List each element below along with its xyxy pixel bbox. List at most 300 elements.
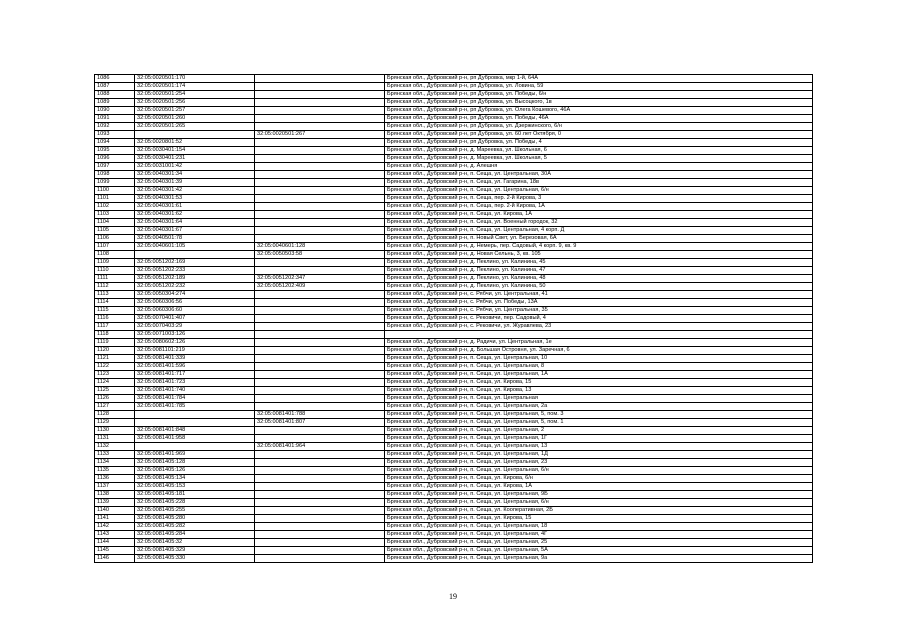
table-row <box>95 427 813 435</box>
cadastral-number-cell: 32:05:0030401:154 <box>135 147 255 155</box>
address-cell: Брянская обл., Дубровский р-н, д. Пеклино, ул. Калинина, 50 <box>385 283 813 291</box>
address-cell: Брянская обл., Дубровский р-н, п. Сещa, ул. Военный городок, 32 <box>385 219 813 227</box>
cadastral-number-cell: 32:05:0040601:105 <box>135 243 255 251</box>
address-cell: Брянская обл., Дубровский р-н, п. Сещa, пер. 2-й Кирова, 1А <box>385 203 813 211</box>
cadastral-number-cell: 32:05:0020501:170 <box>135 75 255 83</box>
cadastral-number-cell: 32:05:0051202:169 <box>135 259 255 267</box>
table-row <box>95 75 813 83</box>
table-row <box>95 403 813 411</box>
related-cadastral-number-cell: 32:05:0081401:964 <box>255 443 385 451</box>
related-cadastral-number-cell <box>255 395 385 403</box>
cadastral-number-cell: 32:05:0081401:723 <box>135 379 255 387</box>
address-cell: Брянская обл., Дубровский р-н, рп Дубровка, ул. 60 лет Октября, 0 <box>385 131 813 139</box>
row-number-cell: 1120 <box>95 347 135 355</box>
cadastral-number-cell: 32:05:0020501:265 <box>135 123 255 131</box>
table-row <box>95 163 813 171</box>
address-cell: Брянская обл., Дубровский р-н, п. Сещa, ул. Центральная, 9Б <box>385 491 813 499</box>
address-cell: Брянская обл., Дубровский р-н, п. Сещa, ул. Центральная, 2 <box>385 427 813 435</box>
cadastral-table <box>94 74 813 563</box>
related-cadastral-number-cell: 32:05:0040601:128 <box>255 243 385 251</box>
related-cadastral-number-cell <box>255 107 385 115</box>
address-cell: Брянская обл., Дубровский р-н, п. Сещa, ул. Центральная, 10 <box>385 355 813 363</box>
related-cadastral-number-cell <box>255 427 385 435</box>
related-cadastral-number-cell <box>255 315 385 323</box>
table-row <box>95 459 813 467</box>
cadastral-number-cell: 32:05:0020501:254 <box>135 91 255 99</box>
related-cadastral-number-cell: 32:05:0051202:347 <box>255 275 385 283</box>
table-row <box>95 491 813 499</box>
table-row <box>95 355 813 363</box>
address-cell: Брянская обл., Дубровский р-н, п. Сещa, ул. Центральная, 1Д <box>385 451 813 459</box>
table-row <box>95 387 813 395</box>
address-cell: Брянская обл., Дубровский р-н, п. Сещa, ул. Центральная, 30А <box>385 171 813 179</box>
cadastral-number-cell: 32:05:0040301:53 <box>135 195 255 203</box>
cadastral-number-cell: 32:05:0081405:329 <box>135 547 255 555</box>
cadastral-number-cell: 32:05:0081401:784 <box>135 395 255 403</box>
related-cadastral-number-cell <box>255 155 385 163</box>
row-number-cell: 1142 <box>95 523 135 531</box>
cadastral-number-cell: 32:05:0081401:596 <box>135 363 255 371</box>
cadastral-number-cell: 32:05:0081405:330 <box>135 555 255 563</box>
row-number-cell: 1138 <box>95 491 135 499</box>
cadastral-number-cell: 32:05:0040501:78 <box>135 235 255 243</box>
row-number-cell: 1143 <box>95 531 135 539</box>
cadastral-number-cell: 32:05:0081405:32 <box>135 539 255 547</box>
cadastral-number-cell: 32:05:0051202:189 <box>135 275 255 283</box>
address-cell: Брянская обл., Дубровский р-н, п. Сещa, ул. Центральная <box>385 395 813 403</box>
table-row <box>95 515 813 523</box>
cadastral-number-cell: 32:05:0051202:232 <box>135 283 255 291</box>
row-number-cell: 1122 <box>95 363 135 371</box>
table-row <box>95 339 813 347</box>
cadastral-number-cell: 32:05:0081405:280 <box>135 515 255 523</box>
cadastral-number-cell: 32:05:0020801:52 <box>135 139 255 147</box>
related-cadastral-number-cell <box>255 531 385 539</box>
related-cadastral-number-cell <box>255 91 385 99</box>
related-cadastral-number-cell <box>255 483 385 491</box>
table-row <box>95 555 813 563</box>
table-row <box>95 83 813 91</box>
row-number-cell: 1114 <box>95 299 135 307</box>
table-row <box>95 443 813 451</box>
address-cell: Брянская обл., Дубровский р-н, п. Сещa, ул. Кирова, 1А <box>385 211 813 219</box>
cadastral-number-cell: 32:05:0040301:62 <box>135 211 255 219</box>
related-cadastral-number-cell: 32:05:0081401:788 <box>255 411 385 419</box>
table-row <box>95 187 813 195</box>
cadastral-number-cell: 32:05:0050304:274 <box>135 291 255 299</box>
address-cell: Брянская обл., Дубровский р-н, п. Сещa, ул. Центральная, 6/н <box>385 187 813 195</box>
related-cadastral-number-cell <box>255 459 385 467</box>
cadastral-number-cell <box>135 411 255 419</box>
table-row <box>95 347 813 355</box>
address-cell: Брянская обл., Дубровский р-н, п. Сещa, ул. Центральная, 23 <box>385 459 813 467</box>
cadastral-number-cell: 32:05:0081405:228 <box>135 499 255 507</box>
table-row <box>95 115 813 123</box>
address-cell: Брянская обл., Дубровский р-н, рп Дубровка, ул. Дзержинского, 6/н <box>385 123 813 131</box>
related-cadastral-number-cell <box>255 355 385 363</box>
address-cell: Брянская обл., Дубровский р-н, п. Сещa, ул. Центральная, 18 <box>385 523 813 531</box>
table-row <box>95 147 813 155</box>
row-number-cell: 1101 <box>95 195 135 203</box>
address-cell: Брянская обл., Дубровский р-н, рп Дубровка, мкр 1-й, 64А <box>385 75 813 83</box>
table-row <box>95 547 813 555</box>
address-cell: Брянская обл., Дубровский р-н, д. Пеклино, ул. Калинина, 48 <box>385 275 813 283</box>
row-number-cell: 1117 <box>95 323 135 331</box>
related-cadastral-number-cell <box>255 203 385 211</box>
table-row <box>95 91 813 99</box>
cadastral-number-cell: 32:05:0031001:42 <box>135 163 255 171</box>
cadastral-number-cell: 32:05:0081401:717 <box>135 371 255 379</box>
address-cell: Брянская обл., Дубровский р-н, с. Рековичи, ул. Журавлева, 23 <box>385 323 813 331</box>
table-row <box>95 371 813 379</box>
table-row <box>95 483 813 491</box>
address-cell: Брянская обл., Дубровский р-н, п. Сещa, пер. 2-й Кирова, 3 <box>385 195 813 203</box>
table-row <box>95 451 813 459</box>
table-row <box>95 171 813 179</box>
row-number-cell: 1118 <box>95 331 135 339</box>
related-cadastral-number-cell <box>255 163 385 171</box>
address-cell: Брянская обл., Дубровский р-н, д. Пеклино, ул. Калинина, 45 <box>385 259 813 267</box>
address-cell: Брянская обл., Дубровский р-н, п. Сещa, ул. Центральная, 2а <box>385 403 813 411</box>
related-cadastral-number-cell <box>255 515 385 523</box>
table-row <box>95 531 813 539</box>
table-row <box>95 275 813 283</box>
related-cadastral-number-cell <box>255 499 385 507</box>
related-cadastral-number-cell <box>255 403 385 411</box>
cadastral-number-cell: 32:05:0070403:29 <box>135 323 255 331</box>
related-cadastral-number-cell <box>255 323 385 331</box>
address-cell: Брянская обл., Дубровский р-н, рп Дубровка, ул. Ловина, 59 <box>385 83 813 91</box>
cadastral-number-cell: 32:05:0081401:958 <box>135 435 255 443</box>
row-number-cell: 1087 <box>95 83 135 91</box>
row-number-cell: 1094 <box>95 139 135 147</box>
related-cadastral-number-cell <box>255 435 385 443</box>
table-row <box>95 227 813 235</box>
row-number-cell: 1092 <box>95 123 135 131</box>
row-number-cell: 1116 <box>95 315 135 323</box>
related-cadastral-number-cell <box>255 339 385 347</box>
related-cadastral-number-cell <box>255 75 385 83</box>
related-cadastral-number-cell <box>255 307 385 315</box>
address-cell: Брянская обл., Дубровский р-н, п. Сещa, ул. Центральная, 6/н <box>385 499 813 507</box>
cadastral-number-cell: 32:05:0040301:34 <box>135 171 255 179</box>
address-cell: Брянская обл., Дубровский р-н, п. Сещa, ул. Центральная, 5А <box>385 547 813 555</box>
address-cell: Брянская обл., Дубровский р-н, п. Новый Свет, ул. Березовая, 6А <box>385 235 813 243</box>
address-cell: Брянская обл., Дубровский р-н, рп Дубровка, ул. Олега Кошевого, 46А <box>385 107 813 115</box>
related-cadastral-number-cell <box>255 259 385 267</box>
row-number-cell: 1097 <box>95 163 135 171</box>
table-row <box>95 395 813 403</box>
related-cadastral-number-cell <box>255 219 385 227</box>
related-cadastral-number-cell <box>255 83 385 91</box>
related-cadastral-number-cell <box>255 139 385 147</box>
table-row <box>95 363 813 371</box>
cadastral-number-cell: 32:05:0081405:255 <box>135 507 255 515</box>
address-cell: Брянская обл., Дубровский р-н, с. Рябчи, ул. Центральная, 41 <box>385 291 813 299</box>
related-cadastral-number-cell <box>255 171 385 179</box>
row-number-cell: 1119 <box>95 339 135 347</box>
row-number-cell: 1108 <box>95 251 135 259</box>
related-cadastral-number-cell <box>255 187 385 195</box>
related-cadastral-number-cell <box>255 291 385 299</box>
cadastral-number-cell: 32:05:0040301:39 <box>135 179 255 187</box>
row-number-cell: 1124 <box>95 379 135 387</box>
table-row <box>95 243 813 251</box>
row-number-cell: 1136 <box>95 475 135 483</box>
table-row <box>95 203 813 211</box>
address-cell: Брянская обл., Дубровский р-н, д. Немерь, пер. Садовый, 4 корп. 9, кв. 9 <box>385 243 813 251</box>
table-body <box>95 75 813 563</box>
related-cadastral-number-cell <box>255 379 385 387</box>
table-row <box>95 323 813 331</box>
cadastral-number-cell: 32:05:0060306:56 <box>135 299 255 307</box>
table-row <box>95 523 813 531</box>
cadastral-number-cell: 32:05:0020501:256 <box>135 99 255 107</box>
related-cadastral-number-cell <box>255 299 385 307</box>
related-cadastral-number-cell: 32:05:0020501:267 <box>255 131 385 139</box>
cadastral-number-cell: 32:05:0080602:126 <box>135 339 255 347</box>
row-number-cell: 1115 <box>95 307 135 315</box>
table-row <box>95 379 813 387</box>
address-cell: Брянская обл., Дубровский р-н, д. Алешня <box>385 163 813 171</box>
address-cell: Брянская обл., Дубровский р-н, п. Сещa, ул. Центральная, 25 <box>385 539 813 547</box>
table-row <box>95 507 813 515</box>
table-row <box>95 259 813 267</box>
table-row <box>95 235 813 243</box>
row-number-cell: 1129 <box>95 419 135 427</box>
related-cadastral-number-cell <box>255 227 385 235</box>
row-number-cell: 1103 <box>95 211 135 219</box>
address-cell: Брянская обл., Дубровский р-н, п. Сещa, ул. Кооперативная, 2Б <box>385 507 813 515</box>
address-cell: Брянская обл., Дубровский р-н, п. Сещa, ул. Кирова, 1А <box>385 483 813 491</box>
row-number-cell: 1141 <box>95 515 135 523</box>
address-cell: Брянская обл., Дубровский р-н, д. Большая Островня, ул. Заречная, 6 <box>385 347 813 355</box>
row-number-cell: 1128 <box>95 411 135 419</box>
address-cell: Брянская обл., Дубровский р-н, д. Мареевка, ул. Школьная, 6 <box>385 147 813 155</box>
row-number-cell: 1109 <box>95 259 135 267</box>
cadastral-number-cell: 32:05:0081405:153 <box>135 483 255 491</box>
cadastral-number-cell: 32:05:0020501:257 <box>135 107 255 115</box>
address-cell: Брянская обл., Дубровский р-н, п. Сещa, ул. Центральная, 1А <box>385 371 813 379</box>
address-cell: Брянская обл., Дубровский р-н, п. Сещa, ул. Центральная, 4 корп. Д <box>385 227 813 235</box>
row-number-cell: 1110 <box>95 267 135 275</box>
related-cadastral-number-cell: 32:05:0081401:807 <box>255 419 385 427</box>
related-cadastral-number-cell <box>255 387 385 395</box>
row-number-cell: 1131 <box>95 435 135 443</box>
row-number-cell: 1146 <box>95 555 135 563</box>
row-number-cell: 1111 <box>95 275 135 283</box>
address-cell: Брянская обл., Дубровский р-н, п. Сещa, ул. Центральная, 4Г <box>385 531 813 539</box>
table-row <box>95 195 813 203</box>
table-row <box>95 155 813 163</box>
address-cell: Брянская обл., Дубровский р-н, рп Дубровка, ул. Победы, 4 <box>385 139 813 147</box>
related-cadastral-number-cell <box>255 147 385 155</box>
row-number-cell: 1102 <box>95 203 135 211</box>
address-cell: Брянская обл., Дубровский р-н, д. Мареевка, ул. Школьная, 5 <box>385 155 813 163</box>
row-number-cell: 1099 <box>95 179 135 187</box>
row-number-cell: 1140 <box>95 507 135 515</box>
address-cell: Брянская обл., Дубровский р-н, рп Дубровка, ул. Высоцкого, 1в <box>385 99 813 107</box>
cadastral-number-cell: 32:05:0081401:969 <box>135 451 255 459</box>
address-cell: Брянская обл., Дубровский р-н, д. Новая Сельнь, 3, кв. 105 <box>385 251 813 259</box>
cadastral-number-cell: 32:05:0040301:67 <box>135 227 255 235</box>
row-number-cell: 1127 <box>95 403 135 411</box>
address-cell: Брянская обл., Дубровский р-н, п. Сещa, ул. Гагарина, 18в <box>385 179 813 187</box>
table-row <box>95 179 813 187</box>
cadastral-number-cell <box>135 443 255 451</box>
table-row <box>95 499 813 507</box>
table-row <box>95 267 813 275</box>
related-cadastral-number-cell <box>255 523 385 531</box>
row-number-cell: 1106 <box>95 235 135 243</box>
row-number-cell: 1105 <box>95 227 135 235</box>
row-number-cell: 1093 <box>95 131 135 139</box>
related-cadastral-number-cell <box>255 123 385 131</box>
row-number-cell: 1104 <box>95 219 135 227</box>
cadastral-number-cell: 32:05:0081405:134 <box>135 475 255 483</box>
row-number-cell: 1091 <box>95 115 135 123</box>
row-number-cell: 1139 <box>95 499 135 507</box>
cadastral-number-cell: 32:05:0071003:126 <box>135 331 255 339</box>
cadastral-number-cell: 32:05:0081405:282 <box>135 523 255 531</box>
row-number-cell: 1145 <box>95 547 135 555</box>
cadastral-number-cell: 32:05:0070401:407 <box>135 315 255 323</box>
address-cell: Брянская обл., Дубровский р-н, д. Радичи, ул. Центральная, 1е <box>385 339 813 347</box>
table-row <box>95 411 813 419</box>
row-number-cell: 1096 <box>95 155 135 163</box>
related-cadastral-number-cell <box>255 363 385 371</box>
cadastral-number-cell: 32:05:0081405:284 <box>135 531 255 539</box>
related-cadastral-number-cell <box>255 507 385 515</box>
row-number-cell: 1126 <box>95 395 135 403</box>
cadastral-number-cell: 32:05:0020501:174 <box>135 83 255 91</box>
table-row <box>95 123 813 131</box>
table-row <box>95 131 813 139</box>
related-cadastral-number-cell <box>255 195 385 203</box>
table-row <box>95 283 813 291</box>
address-cell <box>385 331 813 339</box>
related-cadastral-number-cell <box>255 211 385 219</box>
table-row <box>95 107 813 115</box>
address-cell: Брянская обл., Дубровский р-н, п. Сещa, ул. Центральная, 1Г <box>385 435 813 443</box>
table-row <box>95 211 813 219</box>
table-row <box>95 307 813 315</box>
row-number-cell: 1137 <box>95 483 135 491</box>
row-number-cell: 1130 <box>95 427 135 435</box>
cadastral-number-cell: 32:05:0081101:219 <box>135 347 255 355</box>
cadastral-number-cell: 32:05:0081405:128 <box>135 459 255 467</box>
cadastral-number-cell: 32:05:0030401:231 <box>135 155 255 163</box>
related-cadastral-number-cell <box>255 555 385 563</box>
row-number-cell: 1144 <box>95 539 135 547</box>
row-number-cell: 1090 <box>95 107 135 115</box>
address-cell: Брянская обл., Дубровский р-н, рп Дубровка, ул. Победы, 6/н <box>385 91 813 99</box>
related-cadastral-number-cell <box>255 347 385 355</box>
cadastral-number-cell <box>135 131 255 139</box>
address-cell: Брянская обл., Дубровский р-н, рп Дубровка, ул. Победы, 46А <box>385 115 813 123</box>
address-cell: Брянская обл., Дубровский р-н, п. Сещa, ул. Центральная, 8 <box>385 363 813 371</box>
address-cell: Брянская обл., Дубровский р-н, п. Сещa, ул. Центральная, 9а <box>385 555 813 563</box>
cadastral-number-cell <box>135 251 255 259</box>
row-number-cell: 1089 <box>95 99 135 107</box>
row-number-cell: 1132 <box>95 443 135 451</box>
table-row <box>95 251 813 259</box>
related-cadastral-number-cell <box>255 179 385 187</box>
address-cell: Брянская обл., Дубровский р-н, с. Рековичи, пер. Садовый, 4 <box>385 315 813 323</box>
address-cell: Брянская обл., Дубровский р-н, п. Сещa, ул. Кирова, 15 <box>385 379 813 387</box>
table-row <box>95 219 813 227</box>
page-number: 19 <box>449 592 457 601</box>
address-cell: Брянская обл., Дубровский р-н, п. Сещa, ул. Кирова, 13 <box>385 387 813 395</box>
table-row <box>95 475 813 483</box>
related-cadastral-number-cell <box>255 467 385 475</box>
row-number-cell: 1134 <box>95 459 135 467</box>
cadastral-number-cell: 32:05:0040301:42 <box>135 187 255 195</box>
row-number-cell: 1113 <box>95 291 135 299</box>
address-cell: Брянская обл., Дубровский р-н, п. Сещa, ул. Кирова, 15 <box>385 515 813 523</box>
address-cell: Брянская обл., Дубровский р-н, п. Сещa, ул. Центральная, 5, пом. 1 <box>385 419 813 427</box>
row-number-cell: 1125 <box>95 387 135 395</box>
related-cadastral-number-cell <box>255 451 385 459</box>
related-cadastral-number-cell <box>255 539 385 547</box>
row-number-cell: 1086 <box>95 75 135 83</box>
related-cadastral-number-cell <box>255 99 385 107</box>
cadastral-number-cell: 32:05:0081401:785 <box>135 403 255 411</box>
cadastral-number-cell: 32:05:0081405:181 <box>135 491 255 499</box>
row-number-cell: 1107 <box>95 243 135 251</box>
cadastral-number-cell <box>135 419 255 427</box>
related-cadastral-number-cell <box>255 235 385 243</box>
row-number-cell: 1088 <box>95 91 135 99</box>
cadastral-number-cell: 32:05:0081401:339 <box>135 355 255 363</box>
address-cell: Брянская обл., Дубровский р-н, с. Рябчи, ул. Центральная, 35 <box>385 307 813 315</box>
address-cell: Брянская обл., Дубровский р-н, п. Сещa, ул. Центральная, 13 <box>385 443 813 451</box>
cadastral-number-cell: 32:05:0081405:126 <box>135 467 255 475</box>
cadastral-number-cell: 32:05:0060306:60 <box>135 307 255 315</box>
row-number-cell: 1133 <box>95 451 135 459</box>
related-cadastral-number-cell <box>255 267 385 275</box>
table-row <box>95 299 813 307</box>
address-cell: Брянская обл., Дубровский р-н, п. Сещa, ул. Центральная, 6/н <box>385 467 813 475</box>
address-cell: Брянская обл., Дубровский р-н, д. Пеклино, ул. Калинина, 47 <box>385 267 813 275</box>
related-cadastral-number-cell <box>255 115 385 123</box>
row-number-cell: 1112 <box>95 283 135 291</box>
related-cadastral-number-cell: 32:05:0050503:58 <box>255 251 385 259</box>
cadastral-number-cell: 32:05:0040301:64 <box>135 219 255 227</box>
cadastral-number-cell: 32:05:0081401:848 <box>135 427 255 435</box>
related-cadastral-number-cell <box>255 475 385 483</box>
row-number-cell: 1098 <box>95 171 135 179</box>
related-cadastral-number-cell: 32:05:0051202:409 <box>255 283 385 291</box>
table-row <box>95 419 813 427</box>
row-number-cell: 1121 <box>95 355 135 363</box>
table-row <box>95 467 813 475</box>
address-cell: Брянская обл., Дубровский р-н, с. Рябчи, ул. Победы, 13А <box>385 299 813 307</box>
table-row <box>95 99 813 107</box>
table-row <box>95 539 813 547</box>
cadastral-number-cell: 32:05:0081401:740 <box>135 387 255 395</box>
cadastral-number-cell: 32:05:0051202:233 <box>135 267 255 275</box>
table-row <box>95 291 813 299</box>
cadastral-number-cell: 32:05:0020501:260 <box>135 115 255 123</box>
row-number-cell: 1135 <box>95 467 135 475</box>
address-cell: Брянская обл., Дубровский р-н, п. Сещa, ул. Центральная, 5, пом. 3 <box>385 411 813 419</box>
table-row <box>95 315 813 323</box>
address-cell: Брянская обл., Дубровский р-н, п. Сещa, ул. Кирова, 6/н <box>385 475 813 483</box>
table-row <box>95 331 813 339</box>
related-cadastral-number-cell <box>255 547 385 555</box>
related-cadastral-number-cell <box>255 371 385 379</box>
